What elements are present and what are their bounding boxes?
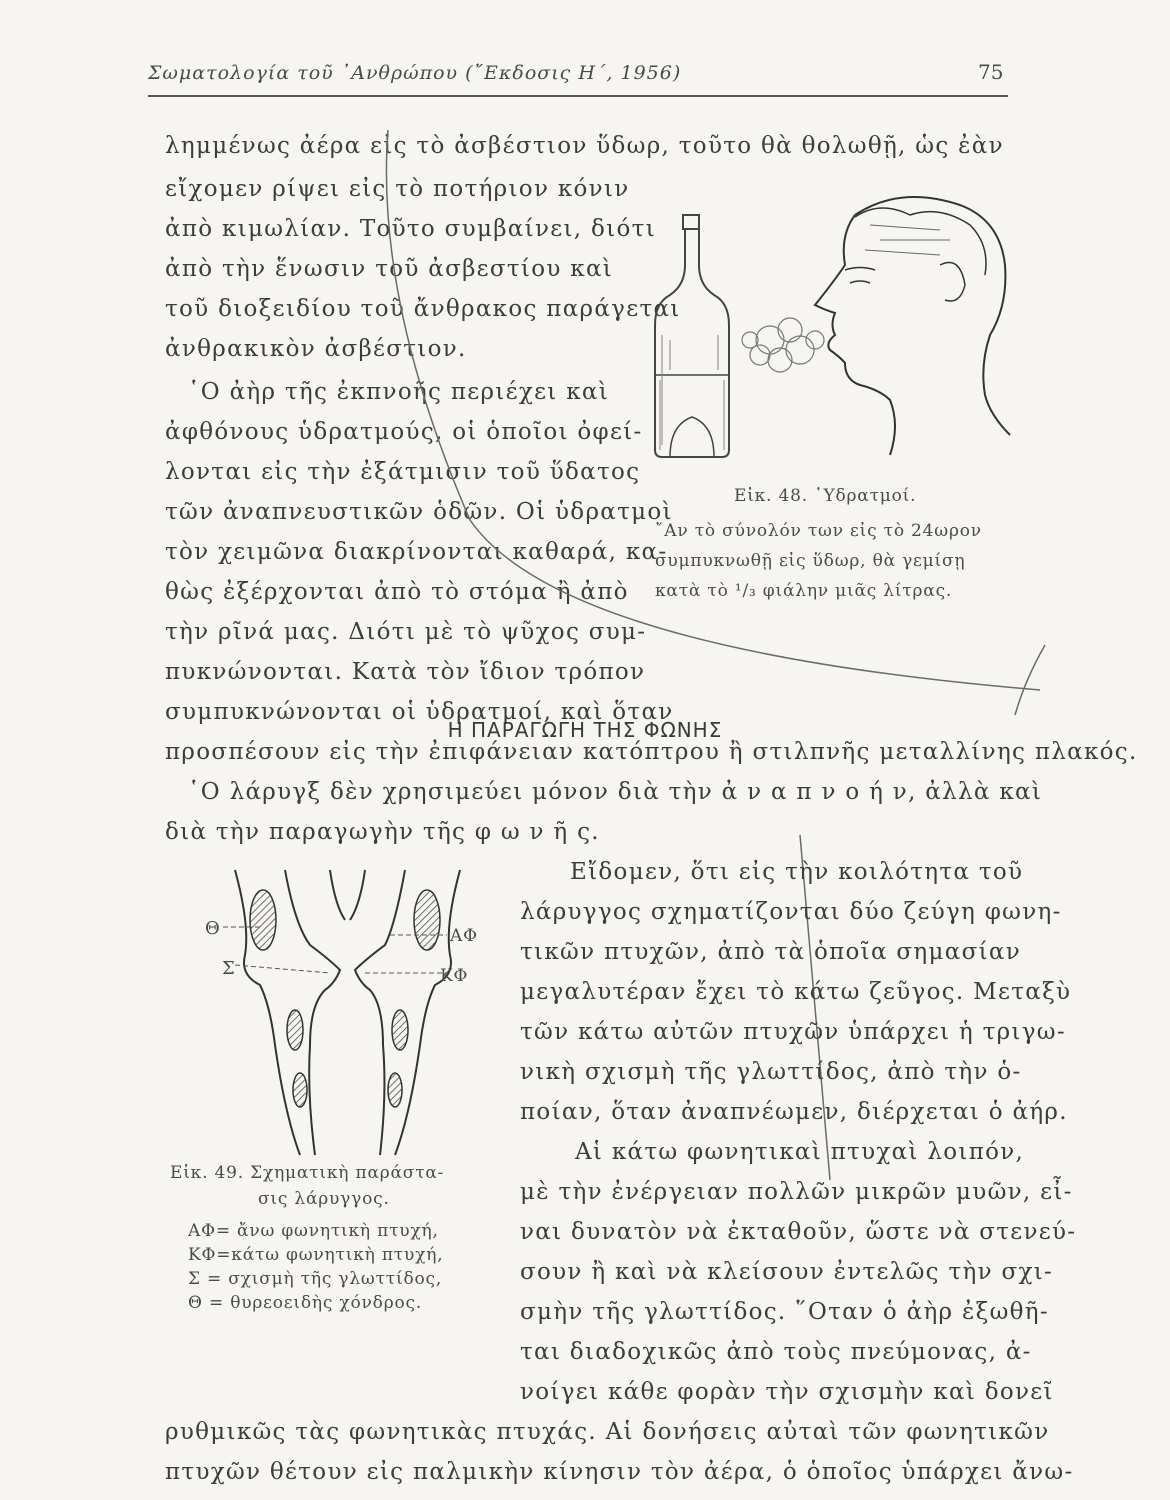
label-sigma: Σ: [222, 958, 236, 979]
text-line: τῶν κάτω αὐτῶν πτυχῶν ὑπάρχει ἡ τριγω-: [520, 1019, 1066, 1045]
text-line: πυκνώνονται. Κατὰ τὸν ἴδιον τρόπον: [165, 659, 646, 685]
text-line: τὸν χειμῶνα διακρίνονται καθαρά, κα-: [165, 539, 668, 565]
text-line: ποίαν, ὅταν ἀναπνέωμεν, διέρχεται ὁ ἀήρ.: [520, 1099, 1068, 1125]
text-line: ρυθμικῶς τὰς φωνητικὰς πτυχάς. Αἱ δονήσεις αὐταὶ τῶν φωνητικῶν: [165, 1419, 1050, 1445]
page-number: 75: [978, 60, 1004, 84]
figure49-caption-line: Εἰκ. 49. Σχηματικὴ παράστα-: [170, 1163, 445, 1183]
text-line: νοίγει κάθε φορὰν τὴν σχισμὴν καὶ δονεῖ: [520, 1379, 1054, 1405]
text-line: ῾Ο ἀὴρ τῆς ἐκπνοῆς περιέχει καὶ: [188, 379, 610, 405]
figure48-caption-title: Εἰκ. 48. ῾Υδρατμοί.: [734, 486, 917, 506]
text-line: προσπέσουν εἰς τὴν ἐπιφάνειαν κατόπτρου ἢ στιλπνῆς μεταλλίνης πλακός.: [165, 739, 1138, 765]
text-line: ῾Ο λάρυγξ δὲν χρησιμεύει μόνον διὰ τὴν ἀ ν α π ν ο ή ν, ἀλλὰ καὶ: [188, 779, 1043, 805]
pencil-checkmark: [1015, 645, 1045, 715]
running-title: Σωματολογία τοῦ ᾿Ανθρώπου (῎Εκδοσις Η΄, 1956): [148, 62, 682, 84]
text-line: μεγαλυτέραν ἔχει τὸ κάτω ζεῦγος. Μεταξὺ: [520, 979, 1072, 1005]
text-line: διὰ τὴν παραγωγὴν τῆς φ ω ν ῆ ς.: [165, 819, 600, 845]
figure49-caption-line: Θ = θυρεοειδὴς χόνδρος.: [188, 1293, 423, 1313]
figure49-larynx-diagram: [215, 865, 495, 1165]
text-line: τικῶν πτυχῶν, ἀπὸ τὰ ὁποῖα σημασίαν: [520, 939, 1022, 965]
figure48-caption-line: ῎Αν τὸ σύνολόν των εἰς τὸ 24ωρον: [655, 521, 982, 541]
text-line: συμπυκνώνονται οἱ ὑδρατμοί, καὶ ὅταν: [165, 699, 674, 725]
figure48-caption-line: κατὰ τὸ ¹/₃ φιάλην μιᾶς λίτρας.: [655, 581, 953, 601]
text-line: εἴχομεν ρίψει εἰς τὸ ποτήριον κόνιν: [165, 176, 630, 202]
text-line: σμὴν τῆς γλωττίδος. ῞Οταν ὁ ἀὴρ ἐξωθῆ-: [520, 1299, 1049, 1325]
figure49-caption-line: ΚΦ=κάτω φωνητικὴ πτυχή,: [188, 1245, 444, 1265]
section-heading: Η ΠΑΡΑΓΩΓΗ ΤΗΣ ΦΩΝΗΣ: [447, 718, 723, 742]
figure49-caption-line: ΑΦ= ἄνω φωνητικὴ πτυχή,: [188, 1221, 439, 1241]
pencil-mark-diagonal: [386, 130, 1040, 690]
text-line: νικὴ σχισμὴ τῆς γλωττίδος, ἀπὸ τὴν ὁ-: [520, 1059, 1022, 1085]
figure48-caption-line: συμπυκνωθῇ εἰς ὕδωρ, θὰ γεμίσῃ: [655, 551, 966, 571]
text-line: τῶν ἀναπνευστικῶν ὁδῶν. Οἱ ὑδρατμοὶ: [165, 499, 673, 525]
figure49-caption-line: σις λάρυγγος.: [258, 1189, 390, 1209]
text-line: μὲ τὴν ἐνέργειαν πολλῶν μικρῶν μυῶν, εἶ-: [520, 1179, 1073, 1205]
text-line: λημμένως ἀέρα εἰς τὸ ἀσβέστιον ὕδωρ, τοῦτο θὰ θολωθῇ, ὡς ἐὰν: [165, 133, 1004, 159]
text-line: τὴν ρῖνά μας. Διότι μὲ τὸ ψῦχος συμ-: [165, 619, 647, 645]
figure49-caption-line: Σ = σχισμὴ τῆς γλωττίδος,: [188, 1269, 443, 1289]
text-line: σουν ἢ καὶ νὰ κλείσουν ἐντελῶς τὴν σχι-: [520, 1259, 1054, 1285]
text-line: Αἱ κάτω φωνητικαὶ πτυχαὶ λοιπόν,: [575, 1139, 1025, 1165]
text-line: ἀφθόνους ὑδρατμούς, οἱ ὁποῖοι ὀφεί-: [165, 419, 643, 445]
text-line: ἀπὸ τὴν ἕνωσιν τοῦ ἀσβεστίου καὶ: [165, 256, 614, 282]
label-kf: ΚΦ: [440, 966, 469, 986]
text-line: ἀνθρακικὸν ἀσβέστιον.: [165, 336, 467, 362]
text-line: Εἴδομεν, ὅτι εἰς τὴν κοιλότητα τοῦ: [570, 859, 1024, 885]
text-line: ται διαδοχικῶς ἀπὸ τοὺς πνεύμονας, ἀ-: [520, 1339, 1032, 1365]
text-line: θὼς ἐξέρχονται ἀπὸ τὸ στόμα ἢ ἀπὸ: [165, 579, 629, 605]
text-line: ναι δυνατὸν νὰ ἐκταθοῦν, ὥστε νὰ στενεύ-: [520, 1219, 1077, 1245]
text-line: λονται εἰς τὴν ἐξάτμισιν τοῦ ὕδατος: [165, 459, 641, 485]
pencil-mark-vertical: [800, 835, 830, 1180]
label-theta: Θ: [205, 918, 221, 939]
hatched-cartilages: [250, 890, 440, 1107]
text-line: τοῦ διοξειδίου τοῦ ἄνθρακος παράγεται: [165, 296, 681, 322]
label-af: ΑΦ: [450, 926, 478, 946]
text-line: λάρυγγος σχηματίζονται δύο ζεύγη φωνη-: [520, 899, 1062, 925]
text-line: ἀπὸ κιμωλίαν. Τοῦτο συμβαίνει, διότι: [165, 216, 656, 242]
text-line: πτυχῶν θέτουν εἰς παλμικὴν κίνησιν τὸν ἀέρα, ὁ ὁποῖος ὑπάρχει ἄνω-: [165, 1459, 1074, 1485]
